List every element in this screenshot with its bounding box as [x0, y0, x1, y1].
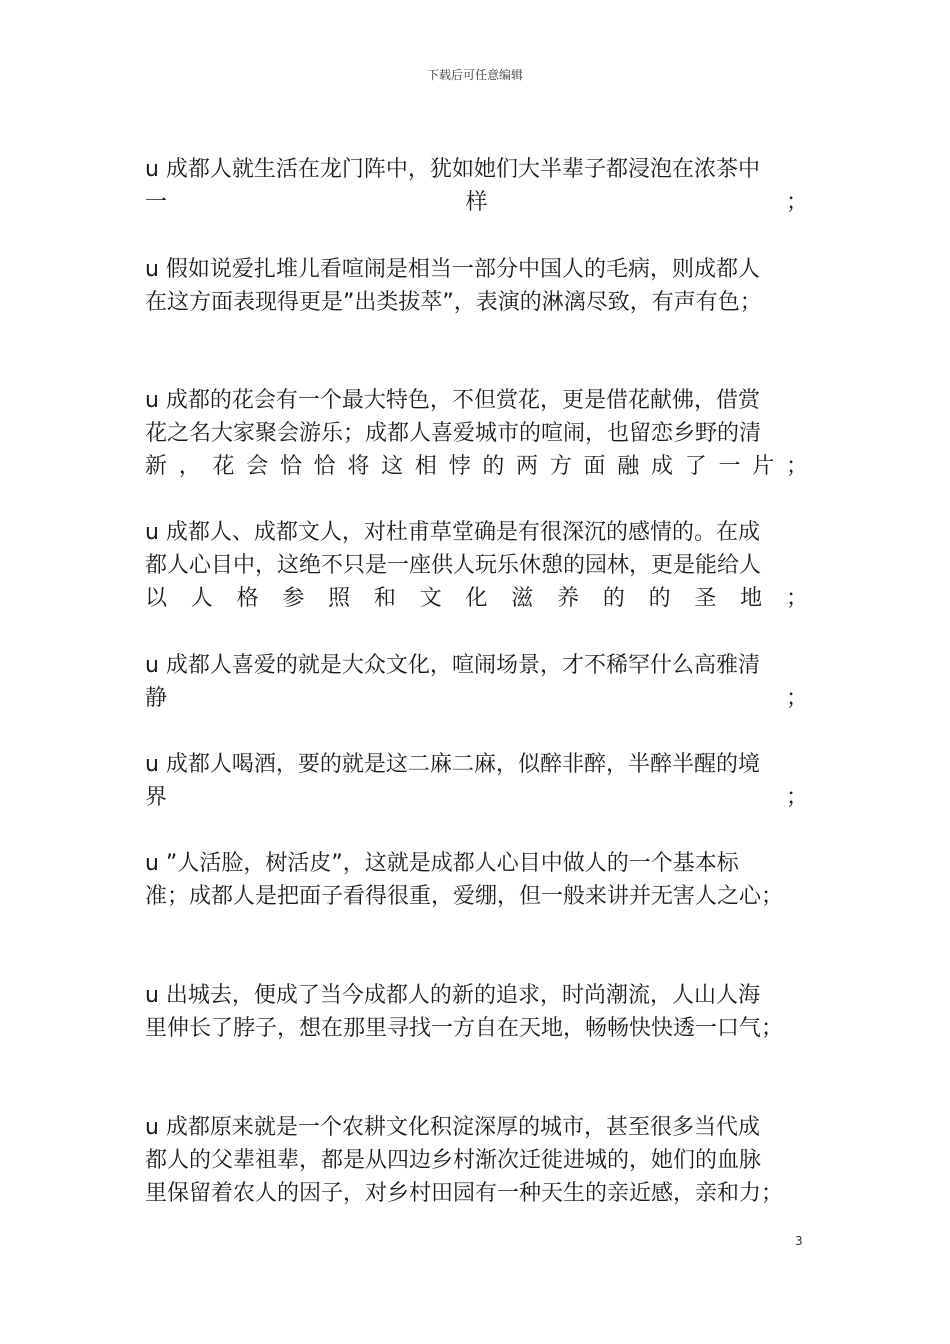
line-char: 一: [145, 190, 168, 215]
page-header: 下载后可任意编辑: [426, 68, 523, 82]
line-char: 参: [282, 586, 305, 611]
line-char: 恰: [279, 454, 302, 479]
line-char: 样: [465, 190, 488, 215]
paragraph-9: [145, 1111, 808, 1210]
line-char: 新: [145, 454, 168, 479]
line-char: 地: [740, 586, 763, 611]
line-char: 这: [381, 454, 404, 479]
text-line: u ”人活脸，树活皮”，这就是成都人心目中做人的一个基本标: [145, 851, 739, 876]
line-char: ；: [785, 454, 808, 479]
line-char: 悖: [448, 454, 471, 479]
line-char: 格: [236, 586, 259, 611]
line-char: ；: [785, 190, 808, 215]
line-char: 文: [419, 586, 442, 611]
paragraph-6: [145, 748, 808, 814]
line-char: 以: [145, 586, 168, 611]
text-line: 里保留着农人的因子，对乡村田园有一种天生的亲近感，亲和力；: [145, 1181, 784, 1206]
line-char: 化: [465, 586, 488, 611]
line-char: 圣: [694, 586, 717, 611]
text-line: u 成都人、成都文人，对杜甫草堂确是有很深沉的感情的。在成: [145, 520, 760, 545]
line-char: 相: [414, 454, 437, 479]
paragraph-8: [145, 979, 808, 1045]
text-line: [145, 682, 808, 715]
line-char: 两: [516, 454, 539, 479]
line-char: 滋: [511, 586, 534, 611]
line-char: 的: [482, 454, 505, 479]
text-line: [145, 186, 808, 219]
text-line: 花之名大家聚会游乐；成都人喜爱城市的喧闹，也留恋乡野的清: [145, 421, 762, 446]
line-char: 静: [145, 686, 168, 711]
line-char: 照: [328, 586, 351, 611]
text-line: [145, 450, 808, 483]
line-char: 片: [752, 454, 775, 479]
line-char: ；: [785, 686, 808, 711]
paragraph-2: [145, 253, 808, 319]
text-line: u 成都人喝酒，要的就是这二麻二麻，似醉非醉，半醉半醒的境: [145, 752, 760, 777]
line-char: 一: [718, 454, 741, 479]
line-char: 花: [212, 454, 235, 479]
text-line: u 成都人喜爱的就是大众文化，喧闹场景，才不稀罕什么高雅清: [145, 653, 760, 678]
paragraph-5: [145, 649, 808, 715]
text-line: u 成都原来就是一个农耕文化积淀深厚的城市，甚至很多当代成: [145, 1115, 760, 1140]
line-char: 人: [190, 586, 213, 611]
paragraph-7: [145, 847, 808, 913]
line-char: 和: [373, 586, 396, 611]
line-char: 养: [557, 586, 580, 611]
line-char: 融: [617, 454, 640, 479]
text-line: u 成都的花会有一个最大特色，不但赏花，更是借花献佛，借赏: [145, 388, 760, 413]
text-line: u 假如说爱扎堆儿看喧闹是相当一部分中国人的毛病，则成都人: [145, 257, 760, 282]
line-char: 成: [651, 454, 674, 479]
text-line: 里伸长了脖子，想在那里寻找一方自在天地，畅畅快快透一口气；: [145, 1016, 784, 1041]
text-line: 准；成都人是把面子看得很重，爱绷，但一般来讲并无害人之心；: [145, 884, 784, 909]
paragraph-4: [145, 516, 808, 615]
text-line: [145, 582, 808, 615]
line-char: 会: [246, 454, 269, 479]
line-char: 面: [583, 454, 606, 479]
line-char: ，: [178, 454, 201, 479]
text-line: 都人的父辈祖辈，都是从四边乡村渐次迁徙进城的，她们的血脉: [145, 1148, 762, 1173]
line-char: 的: [602, 586, 625, 611]
line-char: 了: [684, 454, 707, 479]
line-char: 界: [145, 785, 168, 810]
line-char: ；: [785, 785, 808, 810]
line-char: ；: [785, 586, 808, 611]
page-number: 3: [795, 1234, 803, 1248]
paragraph-3: [145, 384, 808, 483]
line-char: 的: [648, 586, 671, 611]
paragraph-1: [145, 153, 808, 219]
text-line: 在这方面表现得更是”出类拔萃”，表演的淋漓尽致，有声有色；: [145, 290, 762, 315]
line-char: 将: [347, 454, 370, 479]
text-line: u 成都人就生活在龙门阵中，犹如她们大半辈子都浸泡在浓茶中: [145, 157, 760, 182]
line-char: 方: [549, 454, 572, 479]
text-line: u 出城去，便成了当今成都人的新的追求，时尚潮流，人山人海: [145, 983, 760, 1008]
text-line: 都人心目中，这绝不只是一座供人玩乐休憩的园林，更是能给人: [145, 553, 762, 578]
line-char: 恰: [313, 454, 336, 479]
text-line: [145, 781, 808, 814]
